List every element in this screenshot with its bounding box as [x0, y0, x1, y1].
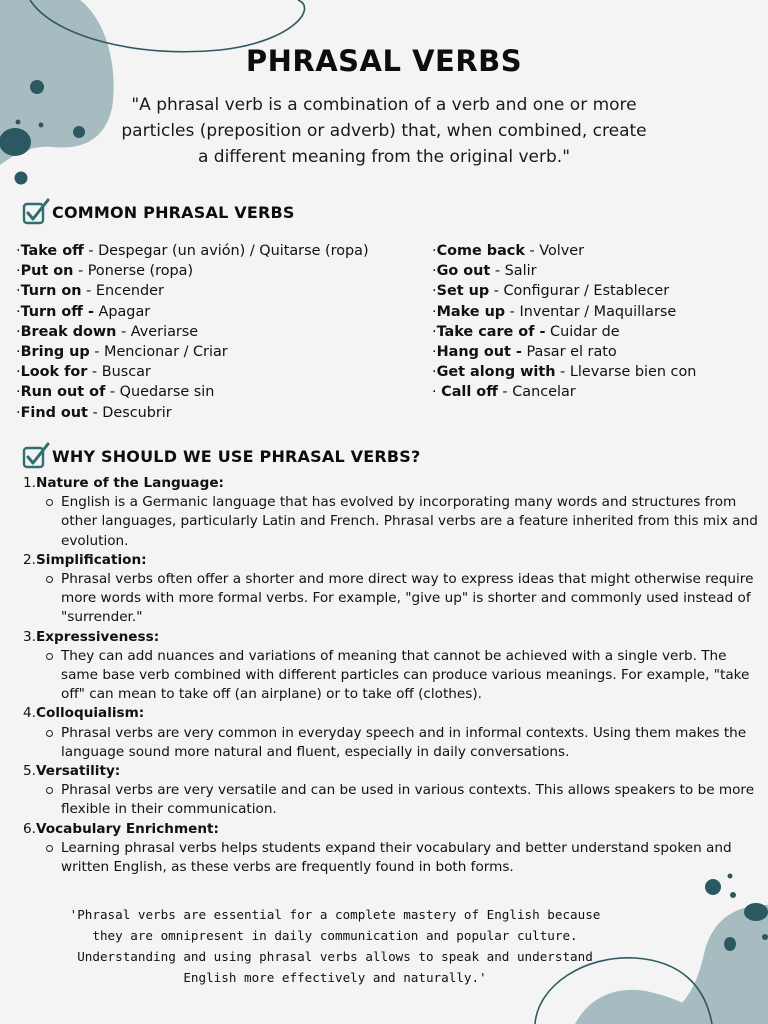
why-header [22, 442, 420, 470]
verb-item: ·Bring up - Mencionar / Criar [16, 344, 228, 361]
list-item [18, 704, 758, 762]
verb: Turn off - [20, 303, 94, 320]
meaning: - Despegar (un avión) / Quitarse (ropa) [83, 243, 369, 259]
dot [16, 120, 21, 125]
item-heading: Vocabulary Enrichment: [36, 820, 219, 837]
verb-item: ·Break down - Averiarse [16, 323, 199, 340]
dot [73, 126, 85, 138]
verb: Make up [436, 303, 506, 320]
meaning: - Averiarse [116, 323, 199, 340]
meaning: - Llevarse bien con [555, 364, 697, 381]
verb: Get along with [436, 364, 556, 381]
meaning: - Descubrir [87, 404, 172, 421]
verb: Come back [436, 243, 525, 259]
list-item [18, 628, 758, 705]
verb: Call off [441, 384, 498, 401]
meaning: Apagar [93, 303, 151, 320]
item-heading: Simplification: [36, 551, 147, 568]
meaning: - Mencionar / Criar [89, 344, 228, 361]
list-item [18, 762, 758, 820]
meaning: - Buscar [87, 364, 151, 381]
list-item [18, 820, 758, 878]
verb: Set up [436, 283, 490, 300]
dot [730, 892, 736, 898]
item-text: Phrasal verbs often offer a shorter and more direct way to express ideas that might otherwise require more words with more formal verbs. For example, "give up" is shorter and commonly used instead of "surrender." [36, 570, 758, 628]
item-number: 3. [23, 628, 36, 645]
dot [705, 879, 721, 895]
checkbox-check-icon [22, 198, 50, 226]
verb-list-left [16, 241, 369, 423]
dot [762, 934, 768, 940]
item-number: 1. [23, 475, 36, 491]
verb-item: ·Run out of - Quedarse sin [16, 384, 215, 401]
verb-item: ·Set up - Configurar / Establecer [432, 283, 670, 300]
verb: Find out [20, 404, 88, 421]
verb-item: ·Come back - Volver [432, 243, 585, 259]
verb-item: ·Find out - Descubrir [16, 404, 172, 421]
verb-list-right [432, 241, 696, 403]
item-number: 6. [23, 820, 36, 837]
verb-item: ·Turn off - Apagar [16, 303, 151, 320]
list-item [18, 551, 758, 628]
verb: Take care of - [436, 323, 546, 340]
dot [724, 937, 736, 951]
why-heading: WHY SHOULD WE USE PHRASAL VERBS? [52, 446, 421, 466]
meaning: - Volver [524, 243, 585, 259]
verb-item: ·Go out - Salir [432, 263, 537, 280]
item-text: Learning phrasal verbs helps students expand their vocabulary and better understand spoken and written English, as these verbs are frequently found in both forms. [36, 839, 758, 877]
list-item [18, 474, 758, 551]
item-heading: Colloquialism: [36, 705, 145, 722]
verb: Put on [20, 263, 74, 280]
meaning: - Inventar / Maquillarse [505, 303, 677, 320]
meaning: - Salir [490, 263, 537, 280]
checkbox-check-icon [22, 442, 50, 470]
definition: "A phrasal verb is a combination of a verb and one or more particles (preposition or adverb) that, when combined, create a different meaning from the original verb." [121, 95, 647, 167]
meaning: Cuidar de [545, 323, 620, 340]
item-heading: Versatility: [36, 763, 121, 780]
verb-item: ·Take care of - Cuidar de [432, 323, 620, 340]
verb: Turn on [20, 283, 82, 300]
item-text: Phrasal verbs are very common in everyday speech and in informal contexts. Using them makes the language sound more natural and fluent, especially in daily conversations. [36, 724, 758, 762]
meaning: Pasar el rato [521, 344, 617, 361]
dot [30, 80, 44, 94]
verb: Go out [436, 263, 491, 280]
verb-item: ·Get along with - Llevarse bien con [432, 364, 697, 381]
closing-quote: 'Phrasal verbs are essential for a complete mastery of English because they are omnipresent in daily communication and popular culture. Understanding and using phrasal verbs allows to speak and understand English more effectively and naturally.' [69, 907, 601, 985]
verb-item: ·Look for - Buscar [16, 364, 151, 381]
dot [0, 128, 31, 156]
meaning: - Ponerse (ropa) [73, 263, 194, 280]
verb-item: · Call off - Cancelar [432, 384, 576, 401]
verb: Bring up [20, 344, 90, 361]
verb-item: ·Hang out - Pasar el rato [432, 344, 617, 361]
common-verbs-header [22, 198, 295, 226]
meaning: - Quedarse sin [105, 384, 215, 401]
meaning: - Cancelar [497, 384, 576, 401]
item-heading: Nature of the Language: [36, 475, 224, 491]
reasons-list [18, 474, 758, 877]
dot [15, 172, 28, 185]
verb-item: ·Make up - Inventar / Maquillarse [432, 303, 677, 320]
item-number: 4. [23, 705, 36, 722]
verb-item: ·Turn on - Encender [16, 283, 164, 300]
item-number: 5. [23, 763, 36, 780]
dot [39, 123, 44, 128]
meaning: - Configurar / Establecer [489, 283, 670, 300]
page-title: PHRASAL VERBS [245, 44, 523, 78]
verb: Take off [20, 243, 84, 259]
dot [744, 903, 768, 921]
verb: Look for [20, 364, 88, 381]
verb-item: ·Put on - Ponerse (ropa) [16, 263, 194, 280]
item-heading: Expressiveness: [36, 628, 160, 645]
item-number: 2. [23, 551, 36, 568]
verb: Hang out - [436, 344, 522, 361]
verb: Run out of [20, 384, 106, 401]
verb-item: ·Take off - Despegar (un avión) / Quitarse (ropa) [16, 243, 369, 259]
common-verbs-heading: COMMON PHRASAL VERBS [52, 202, 295, 222]
item-text: Phrasal verbs are very versatile and can be used in various contexts. This allows speakers to be more flexible in their communication. [36, 781, 758, 819]
meaning: - Encender [81, 283, 164, 300]
verb: Break down [20, 323, 117, 340]
item-text: They can add nuances and variations of meaning that cannot be achieved with a single verb. The same base verb combined with different particles can produce various meanings. For example, "take off" can mean to take off (an airplane) or to take off (clothes). [36, 647, 758, 705]
item-text: English is a Germanic language that has evolved by incorporating many words and structures from other languages, particularly Latin and French. Phrasal verbs are a feature inherited from this mix and evolution. [36, 493, 758, 551]
